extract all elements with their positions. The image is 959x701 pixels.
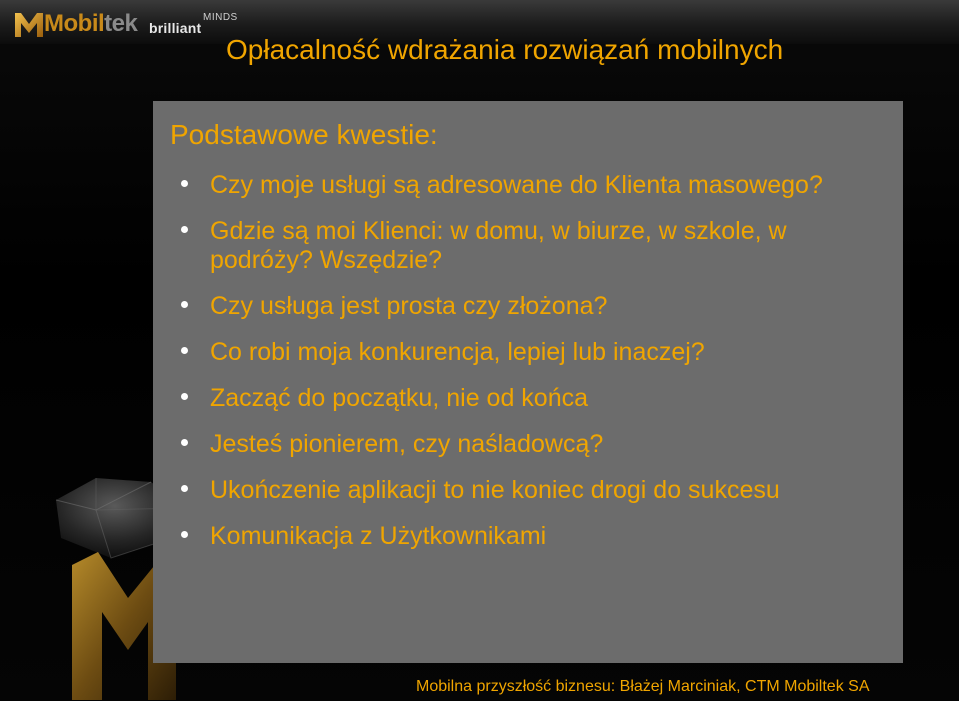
bullet-text: Co robi moja konkurencja, lepiej lub inaczej? (210, 338, 705, 366)
bullet-text: Ukończenie aplikacji to nie koniec drogi do sukcesu (210, 476, 780, 504)
bullet-text: Komunikacja z Użytkownikami (210, 522, 547, 550)
bullet-text: Czy usługa jest prosta czy złożona? (210, 292, 608, 320)
bullet-item (178, 217, 888, 275)
mobiltek-logo-icon (14, 10, 44, 38)
bullet-item (178, 171, 888, 200)
bullet-text: Jesteś pionierem, czy naśladowcą? (210, 430, 604, 458)
bullet-list (178, 171, 888, 568)
brilliant-word: brilliant (149, 20, 202, 36)
bullet-item (178, 292, 888, 321)
section-heading: Podstawowe kwestie: (170, 119, 438, 150)
brand-main: Mobil (44, 10, 105, 37)
bullet-dot-icon (181, 180, 188, 187)
mobiltek-wordmark (44, 10, 137, 38)
slide-footer: Mobilna przyszłość biznesu: Błażej Marciniak, CTM Mobiltek SA (416, 678, 870, 695)
bullet-item (178, 522, 888, 551)
content-panel (153, 101, 903, 663)
bullet-text: Zacząć do początku, nie od końca (210, 384, 589, 412)
bullet-item (178, 476, 888, 505)
bullet-dot-icon (181, 439, 188, 446)
bullet-dot-icon (181, 347, 188, 354)
brand-tail: tek (104, 10, 138, 37)
mobiltek-logo (14, 8, 137, 38)
bullet-dot-icon (181, 485, 188, 492)
bullet-dot-icon (181, 393, 188, 400)
bullet-dot-icon (181, 226, 188, 233)
bullet-item (178, 338, 888, 367)
bullet-item (178, 430, 888, 459)
brilliant-minds-sup: MINDS (203, 12, 238, 23)
bullet-dot-icon (181, 301, 188, 308)
bullet-text: Gdzie są moi Klienci: w domu, w biurze, w szkole, w podróży? Wszędzie? (210, 217, 787, 274)
bullet-item (178, 384, 888, 413)
bullet-text: Czy moje usługi są adresowane do Klienta masowego? (210, 171, 823, 199)
slide-title: Opłacalność wdrażania rozwiązań mobilnych (226, 34, 784, 65)
bullet-dot-icon (181, 531, 188, 538)
